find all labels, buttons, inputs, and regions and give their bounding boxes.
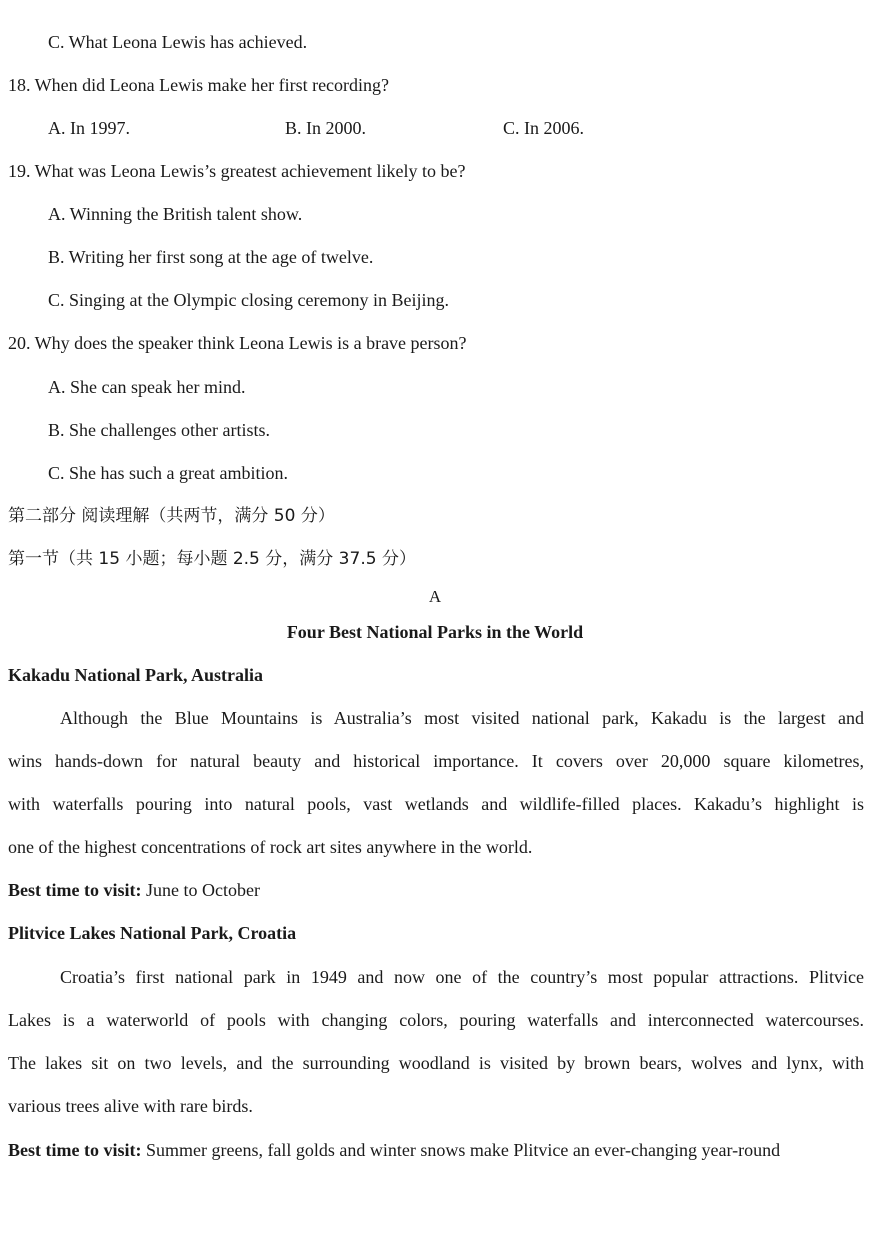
part-heading: 第二部分 阅读理解（共两节，满分 50 分） (8, 506, 335, 526)
q20-option-c: C. She has such a great ambition. (48, 463, 288, 483)
plitvice-best-time (8, 1139, 780, 1161)
q20-option-a: A. She can speak her mind. (48, 377, 246, 397)
q17-option-c: C. What Leona Lewis has achieved. (48, 32, 308, 52)
q18-option-b: B. In 2000. (285, 118, 366, 138)
kakadu-line-3: with waterfalls pouring into natural pools, vast wetlands and wildlife-filled places. Kakadu’s highlight is (8, 794, 864, 814)
plitvice-heading: Plitvice Lakes National Park, Croatia (8, 923, 297, 943)
q18-option-a: A. In 1997. (48, 118, 130, 138)
best-time-label: Best time to visit: (8, 880, 142, 900)
plitvice-line-4: various trees alive with rare birds. (8, 1096, 253, 1116)
q19-option-c: C. Singing at the Olympic closing ceremony in Beijing. (48, 290, 449, 310)
q18-question: 18. When did Leona Lewis make her first recording? (8, 75, 390, 95)
passage-letter: A (428, 587, 442, 606)
q19-option-b: B. Writing her first song at the age of twelve. (48, 247, 374, 267)
kakadu-line-4: one of the highest concentrations of rock art sites anywhere in the world. (8, 837, 533, 857)
kakadu-best-time (8, 879, 260, 901)
best-time-label: Best time to visit: (8, 1140, 142, 1160)
best-time-value: Summer greens, fall golds and winter snows make Plitvice an ever-changing year-round (141, 1140, 781, 1160)
q18-option-c: C. In 2006. (503, 118, 584, 138)
q19-question: 19. What was Leona Lewis’s greatest achievement likely to be? (8, 161, 466, 181)
passage-title: Four Best National Parks in the World (286, 622, 584, 642)
best-time-value: June to October (141, 880, 260, 900)
plitvice-line-2: Lakes is a waterworld of pools with changing colors, pouring waterfalls and interconnected watercourses. (8, 1010, 864, 1030)
plitvice-line-3: The lakes sit on two levels, and the surrounding woodland is visited by brown bears, wolves and lynx, with (8, 1053, 864, 1073)
q20-question: 20. Why does the speaker think Leona Lewis is a brave person? (8, 333, 467, 353)
kakadu-line-2: wins hands-down for natural beauty and historical importance. It covers over 20,000 square kilometres, (8, 751, 864, 771)
kakadu-heading: Kakadu National Park, Australia (8, 665, 264, 685)
section-heading: 第一节（共 15 小题；每小题 2.5 分，满分 37.5 分） (8, 549, 416, 569)
kakadu-line-1: Although the Blue Mountains is Australia’s most visited national park, Kakadu is the largest and (60, 708, 864, 728)
q19-option-a: A. Winning the British talent show. (48, 204, 303, 224)
q20-option-b: B. She challenges other artists. (48, 420, 270, 440)
plitvice-line-1: Croatia’s first national park in 1949 and now one of the country’s most popular attractions. Plitvice (60, 967, 864, 987)
